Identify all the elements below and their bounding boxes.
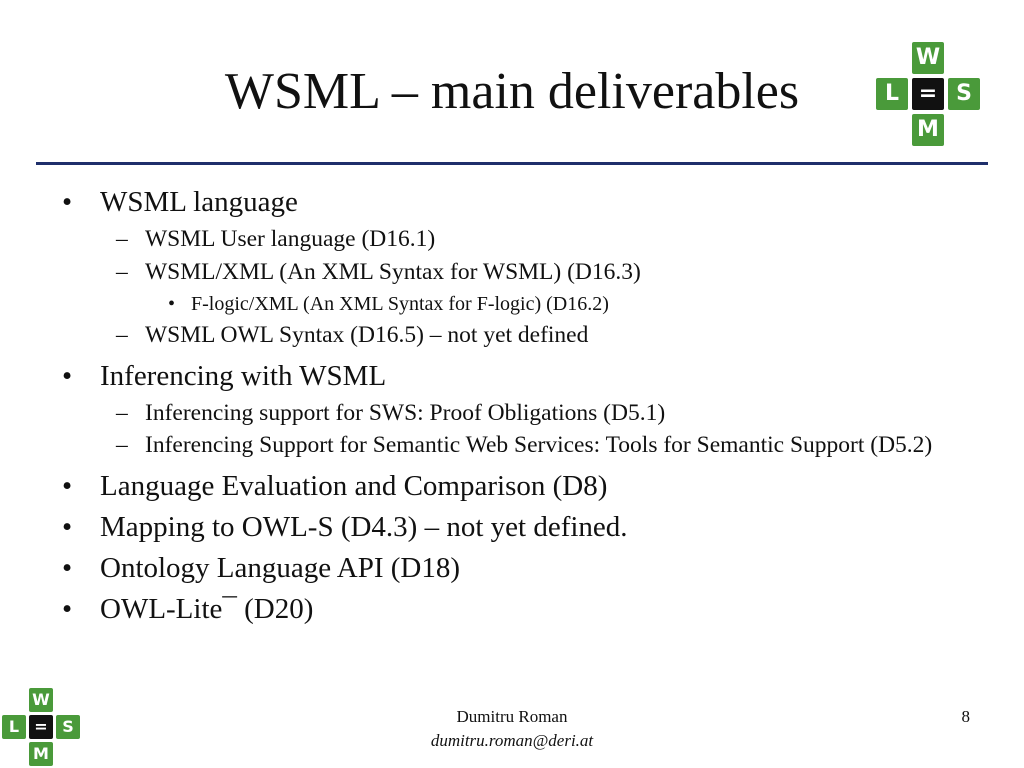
- dash-marker: –: [116, 400, 128, 426]
- list-item: [56, 289, 956, 319]
- logo-letter-m: M: [33, 744, 49, 763]
- list-item: [56, 507, 956, 548]
- list-item: [56, 256, 956, 289]
- logo-letter-m: M: [917, 117, 939, 142]
- bullet-text: Inferencing support for SWS: Proof Obligations (D5.1): [145, 400, 666, 426]
- logo-letter-s: S: [62, 717, 74, 736]
- list-item: [56, 356, 956, 397]
- bullet-text: WSML language: [100, 186, 298, 218]
- page-number: 8: [961, 707, 970, 726]
- wsml-footer-logo-icon: [2, 688, 80, 766]
- bullet-text: Inferencing with WSML: [100, 360, 387, 392]
- slide-title: WSML – main deliverables: [224, 63, 800, 120]
- logo-letter-s: S: [956, 81, 972, 106]
- list-item: [56, 223, 956, 256]
- logo-letter-w: W: [915, 45, 941, 70]
- bullet-text: Language Evaluation and Comparison (D8): [100, 470, 608, 502]
- wsml-logo-icon: [876, 42, 980, 146]
- list-item: [56, 432, 956, 458]
- bullet-text: Ontology Language API (D18): [100, 552, 461, 584]
- logo-letter-w: W: [32, 690, 50, 709]
- bullet-marker: •: [168, 293, 176, 315]
- list-item: [56, 589, 956, 630]
- dash-marker: –: [116, 322, 128, 348]
- bullet-list: [56, 182, 956, 630]
- footer-email: dumitru.roman@deri.at: [430, 731, 594, 750]
- bullet-text: OWL-Lite¯ (D20): [100, 593, 314, 625]
- bullet-marker: •: [62, 470, 73, 502]
- bullet-text: F-logic/XML (An XML Syntax for F-logic) (D16.2): [191, 293, 609, 315]
- dash-marker: –: [116, 226, 128, 252]
- bullet-text: WSML OWL Syntax (D16.5) – not yet defined: [145, 322, 589, 348]
- bullet-text: Mapping to OWL-S (D4.3) – not yet defined.: [100, 511, 628, 543]
- footer-author: Dumitru Roman: [456, 707, 568, 726]
- logo-center-mark: =: [34, 717, 48, 736]
- bullet-marker: •: [62, 593, 73, 625]
- list-item: [56, 548, 956, 589]
- bullet-marker: •: [62, 186, 73, 218]
- bullet-text: WSML/XML (An XML Syntax for WSML) (D16.3): [145, 259, 641, 285]
- logo-letter-l: L: [884, 81, 900, 106]
- dash-marker: –: [116, 432, 128, 458]
- list-item: [56, 182, 956, 223]
- bullet-marker: •: [62, 552, 73, 584]
- logo-center-mark: =: [918, 81, 938, 106]
- bullet-marker: •: [62, 511, 73, 543]
- title-divider: [36, 162, 988, 165]
- bullet-marker: •: [62, 360, 73, 392]
- bullet-text: WSML User language (D16.1): [145, 226, 436, 252]
- list-item: [56, 397, 956, 430]
- bullet-text: Inferencing Support for Semantic Web Services: Tools for Semantic Support (D5.2): [145, 432, 933, 458]
- dash-marker: –: [116, 259, 128, 285]
- logo-letter-l: L: [8, 717, 20, 736]
- list-item: [56, 466, 956, 507]
- list-item: [56, 319, 956, 352]
